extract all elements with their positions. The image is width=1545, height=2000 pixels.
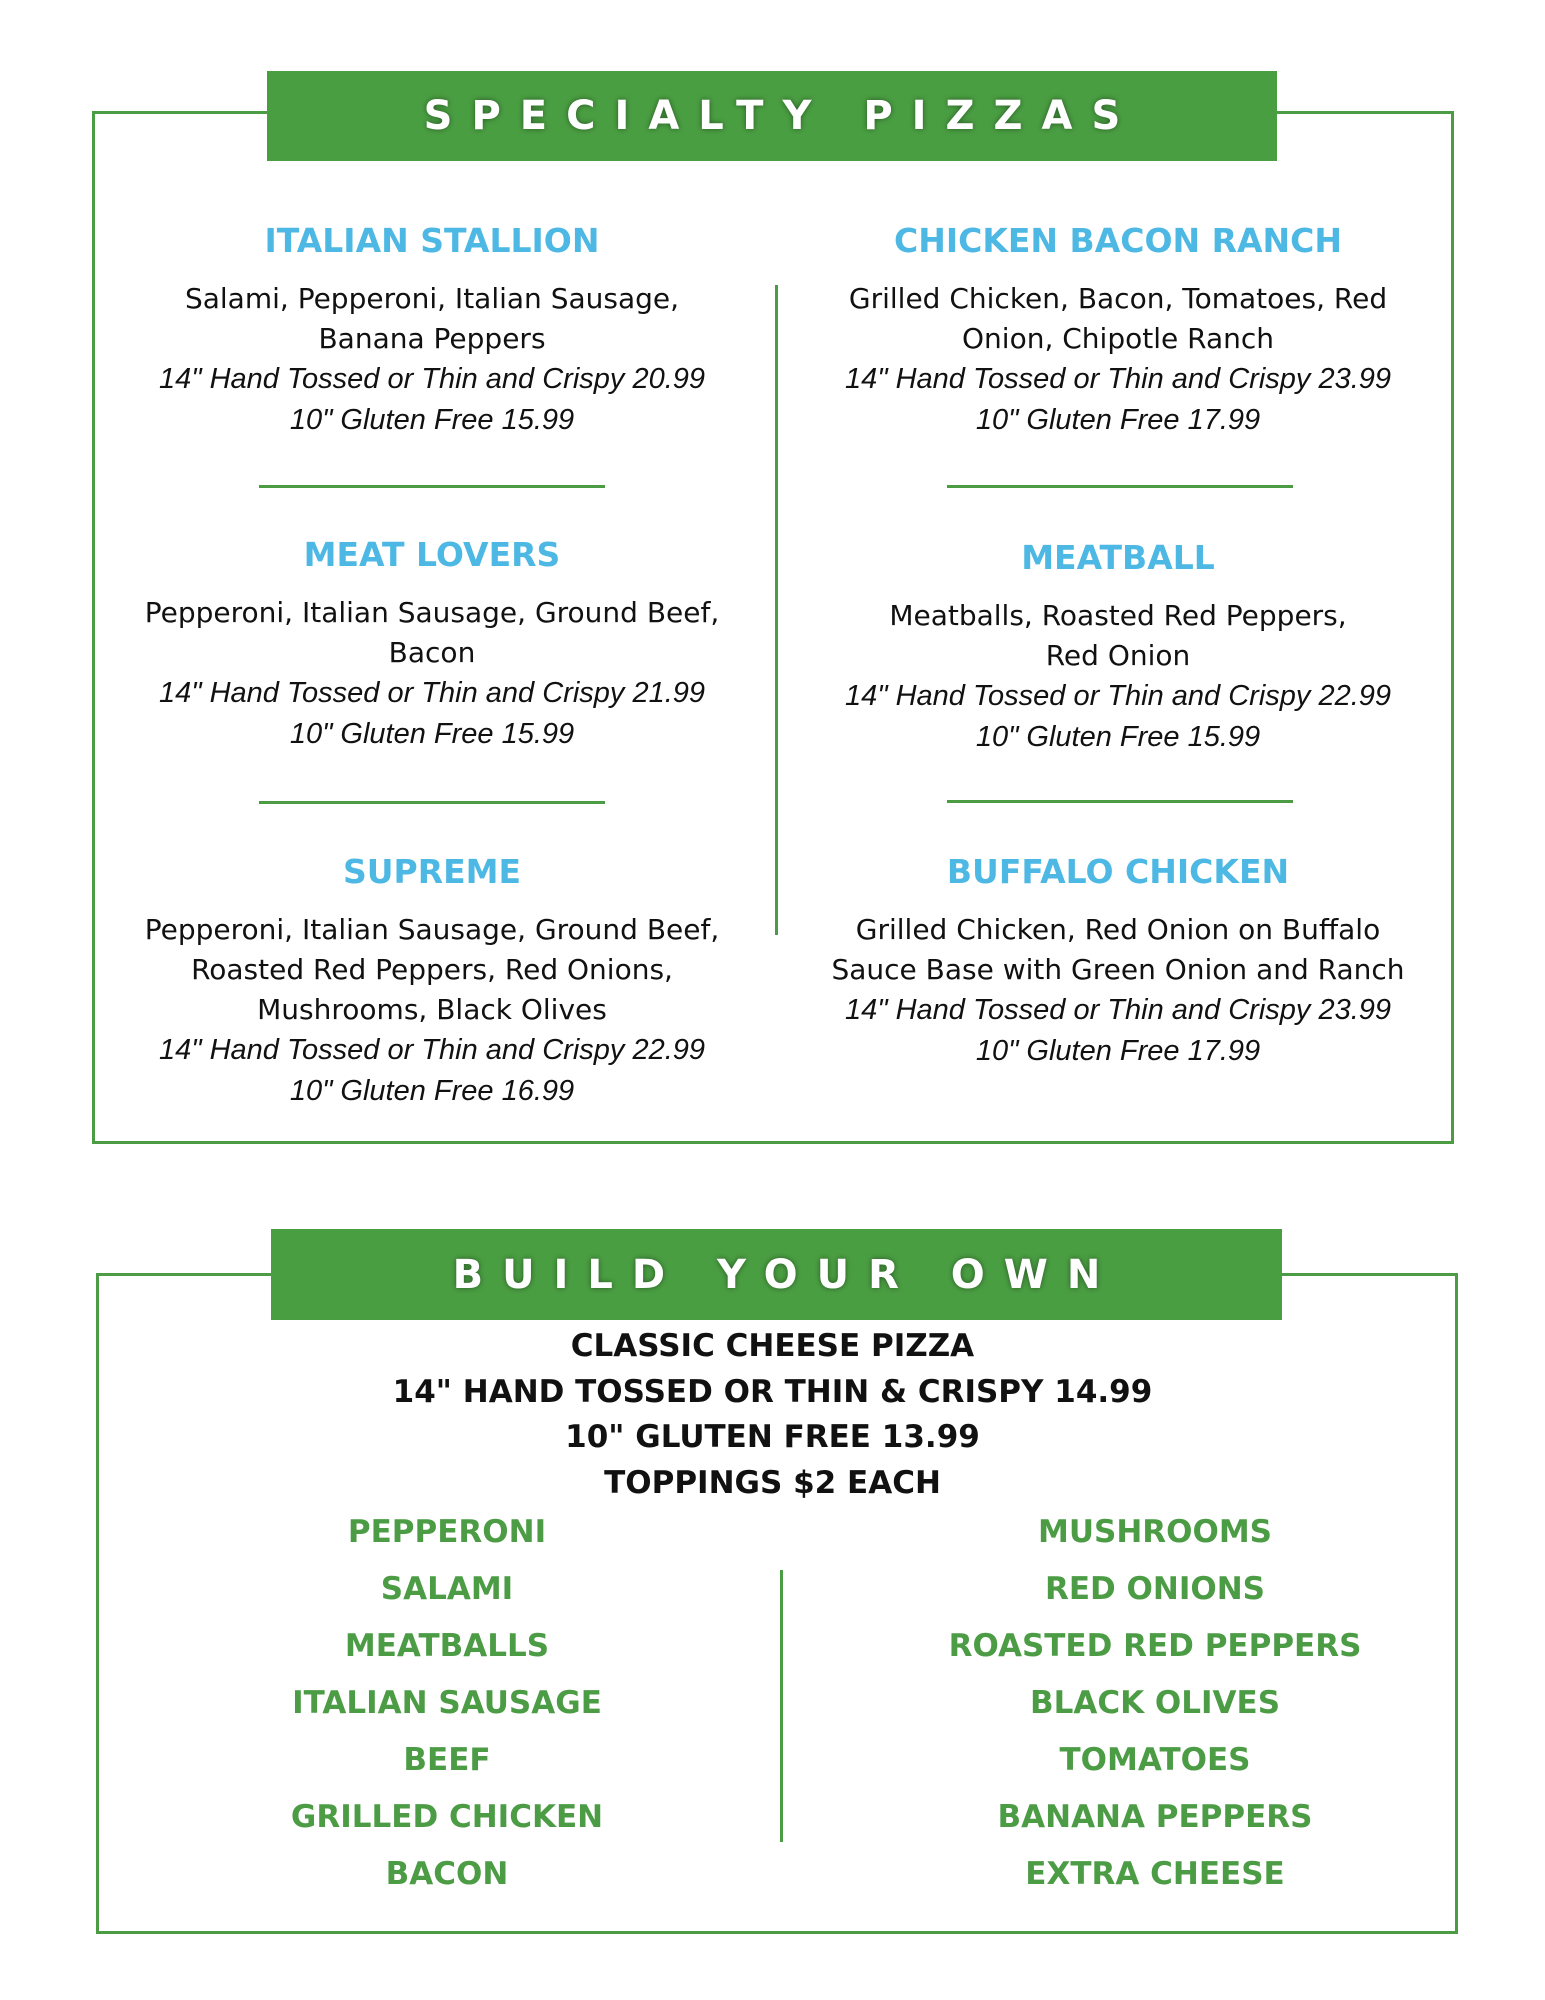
pizza-desc: Meatballs, Roasted Red Peppers, bbox=[889, 599, 1347, 632]
pizza-desc: Onion, Chipotle Ranch bbox=[962, 322, 1274, 355]
pizza-price-14: 14" Hand Tossed or Thin and Crispy 22.99 bbox=[158, 1034, 706, 1066]
byo-price-14: 14" HAND TOSSED OR THIN & CRISPY 14.99 bbox=[392, 1374, 1153, 1410]
pizza-price-10: 10" Gluten Free 17.99 bbox=[975, 1035, 1261, 1067]
topping-item: MUSHROOMS bbox=[1037, 1514, 1273, 1550]
pizza-price-10: 10" Gluten Free 15.99 bbox=[289, 718, 575, 750]
topping-item: PEPPERONI bbox=[347, 1514, 547, 1550]
pizza-desc: Pepperoni, Italian Sausage, Ground Beef, bbox=[144, 596, 720, 629]
toppings-divider bbox=[780, 1570, 783, 1842]
topping-item: RED ONIONS bbox=[1044, 1571, 1266, 1607]
pizza-price-10: 10" Gluten Free 16.99 bbox=[289, 1075, 575, 1107]
pizza-desc: Grilled Chicken, Red Onion on Buffalo bbox=[855, 913, 1381, 946]
topping-item: BEEF bbox=[403, 1742, 491, 1778]
pizza-meat-lovers bbox=[92, 535, 772, 755]
pizza-desc: Grilled Chicken, Bacon, Tomatoes, Red bbox=[848, 282, 1388, 315]
pizza-price-14: 14" Hand Tossed or Thin and Crispy 23.99 bbox=[844, 363, 1392, 395]
pizza-separator bbox=[259, 485, 605, 488]
pizza-price-14: 14" Hand Tossed or Thin and Crispy 21.99 bbox=[158, 677, 706, 709]
toppings-left-list bbox=[167, 1504, 727, 1903]
byo-classic-cheese: CLASSIC CHEESE PIZZA bbox=[570, 1328, 975, 1364]
byo-price-10: 10" GLUTEN FREE 13.99 bbox=[565, 1419, 980, 1455]
specialty-banner: SPECIALTY PIZZAS bbox=[267, 71, 1277, 161]
topping-item: SALAMI bbox=[380, 1571, 514, 1607]
pizza-price-14: 14" Hand Tossed or Thin and Crispy 22.99 bbox=[844, 680, 1392, 712]
pizza-name: ITALIAN STALLION bbox=[264, 221, 600, 260]
topping-item: BANANA PEPPERS bbox=[997, 1799, 1313, 1835]
pizza-desc: Salami, Pepperoni, Italian Sausage, bbox=[184, 282, 680, 315]
pizza-desc: Bacon bbox=[388, 636, 476, 669]
pizza-separator bbox=[259, 801, 605, 804]
pizza-supreme bbox=[92, 852, 772, 1112]
topping-item: ITALIAN SAUSAGE bbox=[292, 1685, 602, 1721]
pizza-desc: Pepperoni, Italian Sausage, Ground Beef, bbox=[144, 913, 720, 946]
topping-item: GRILLED CHICKEN bbox=[290, 1799, 604, 1835]
pizza-price-14: 14" Hand Tossed or Thin and Crispy 20.99 bbox=[158, 363, 706, 395]
byo-toppings-price: TOPPINGS $2 EACH bbox=[604, 1465, 941, 1501]
pizza-name: MEAT LOVERS bbox=[303, 535, 561, 574]
pizza-separator bbox=[947, 485, 1293, 488]
pizza-name: BUFFALO CHICKEN bbox=[946, 852, 1290, 891]
pizza-price-10: 10" Gluten Free 15.99 bbox=[975, 721, 1261, 753]
topping-item: MEATBALLS bbox=[344, 1628, 550, 1664]
pizza-price-10: 10" Gluten Free 15.99 bbox=[289, 404, 575, 436]
pizza-separator bbox=[947, 800, 1293, 803]
pizza-desc: Banana Peppers bbox=[318, 322, 546, 355]
topping-item: ROASTED RED PEPPERS bbox=[948, 1628, 1362, 1664]
pizza-buffalo-chicken bbox=[778, 852, 1458, 1072]
pizza-meatball bbox=[778, 538, 1458, 758]
topping-item: BLACK OLIVES bbox=[1029, 1685, 1281, 1721]
pizza-chicken-bacon-ranch bbox=[778, 221, 1458, 441]
pizza-italian-stallion bbox=[92, 221, 772, 441]
toppings-right-list bbox=[875, 1504, 1435, 1903]
pizza-name: CHICKEN BACON RANCH bbox=[893, 221, 1343, 260]
topping-item: TOMATOES bbox=[1059, 1742, 1251, 1778]
pizza-desc: Roasted Red Peppers, Red Onions, bbox=[191, 953, 673, 986]
pizza-price-10: 10" Gluten Free 17.99 bbox=[975, 404, 1261, 436]
pizza-desc: Mushrooms, Black Olives bbox=[257, 993, 607, 1026]
byo-banner: BUILD YOUR OWN bbox=[271, 1229, 1282, 1320]
topping-item: BACON bbox=[385, 1856, 509, 1892]
topping-item: EXTRA CHEESE bbox=[1025, 1856, 1285, 1892]
pizza-name: SUPREME bbox=[342, 852, 522, 891]
pizza-price-14: 14" Hand Tossed or Thin and Crispy 23.99 bbox=[844, 994, 1392, 1026]
pizza-desc: Sauce Base with Green Onion and Ranch bbox=[831, 953, 1405, 986]
pizza-name: MEATBALL bbox=[1021, 538, 1215, 577]
pizza-desc: Red Onion bbox=[1045, 639, 1191, 672]
